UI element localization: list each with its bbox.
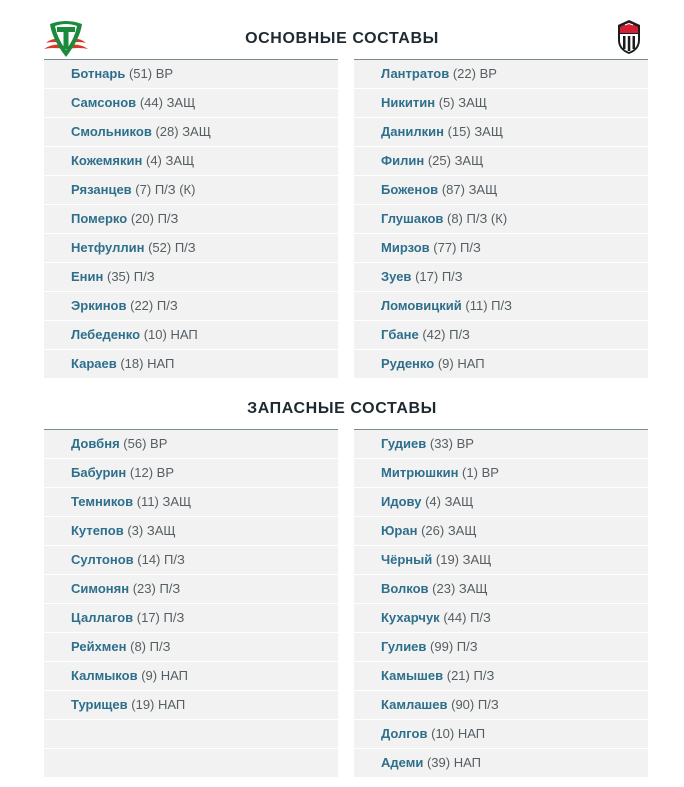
player-number: (52): [148, 240, 172, 255]
player-position: П/З: [449, 327, 470, 342]
player-row: [354, 488, 648, 517]
player-number: (17): [136, 610, 160, 625]
player-number: (90): [451, 697, 475, 712]
player-name-link[interactable]: Лебеденко: [71, 327, 141, 342]
player-name-link[interactable]: Волков: [381, 581, 429, 596]
player-row: [354, 60, 648, 89]
player-number: (19): [131, 697, 155, 712]
player-row: [44, 691, 338, 720]
player-number: (9): [437, 356, 454, 371]
player-position: П/З: [149, 639, 171, 654]
player-name-link[interactable]: Енин: [71, 269, 104, 284]
player-row: [354, 147, 648, 176]
player-position: НАП: [453, 755, 481, 770]
player-number: (87): [441, 182, 465, 197]
player-name-link[interactable]: Идову: [381, 494, 422, 509]
player-number: (51): [128, 66, 153, 81]
player-position: НАП: [457, 356, 485, 371]
player-position: П/З: [460, 240, 481, 255]
player-row: [354, 118, 648, 147]
player-row: [44, 546, 338, 575]
player-row: [354, 749, 648, 778]
player-name-link[interactable]: Ломовицкий: [381, 298, 462, 313]
player-row: [44, 292, 338, 321]
player-row: [44, 604, 338, 633]
player-number: (18): [120, 356, 144, 371]
player-number: (33): [429, 436, 453, 451]
player-name-link[interactable]: Камышев: [381, 668, 444, 683]
player-row: [44, 488, 338, 517]
player-name-link[interactable]: Нетфуллин: [71, 240, 145, 255]
player-name-link[interactable]: Рейхмен: [71, 639, 127, 654]
player-position: П/З: [470, 610, 491, 625]
player-row: [354, 720, 648, 749]
player-row: [44, 321, 338, 350]
player-name-link[interactable]: Чёрный: [381, 552, 433, 567]
player-name-link[interactable]: Померко: [71, 211, 128, 226]
away-starting-list: [354, 59, 648, 379]
player-position: П/З: [133, 269, 155, 284]
player-name-link[interactable]: Караев: [71, 356, 117, 371]
player-number: (15): [447, 124, 471, 139]
player-position: ЗАЩ: [444, 494, 474, 509]
player-position: НАП: [158, 697, 186, 712]
player-position: П/З: [477, 697, 499, 712]
player-number: (22): [452, 66, 476, 81]
away-substitutes-list: [354, 429, 648, 778]
substitutes-title: ЗАПАСНЫЕ СОСТАВЫ: [247, 400, 437, 417]
player-number: (23): [432, 581, 456, 596]
player-row: [354, 633, 648, 662]
player-number: (42): [422, 327, 446, 342]
player-number: (19): [435, 552, 460, 567]
player-position: ВР: [155, 66, 174, 81]
player-position: ЗАЩ: [468, 182, 498, 197]
player-position: П/З: [157, 211, 179, 226]
player-row: [44, 205, 338, 234]
player-name-link[interactable]: Довбня: [71, 436, 120, 451]
player-row: [44, 263, 338, 292]
player-position: П/З (К): [154, 182, 196, 197]
player-position: ЗАЩ: [162, 494, 192, 509]
player-name-link[interactable]: Адеми: [381, 755, 424, 770]
home-starting-list: [44, 59, 338, 379]
player-position: ВР: [456, 436, 474, 451]
player-row: [354, 89, 648, 118]
player-name-link[interactable]: Рязанцев: [71, 182, 132, 197]
player-row: [44, 147, 338, 176]
player-position: ЗАЩ: [166, 95, 196, 110]
player-name-link[interactable]: Смольников: [71, 124, 152, 139]
player-position: П/З (К): [466, 211, 508, 226]
player-position: ЗАЩ: [474, 124, 504, 139]
player-name-link[interactable]: Мирзов: [381, 240, 430, 255]
player-name-link[interactable]: Глушаков: [381, 211, 444, 226]
player-number: (23): [132, 581, 156, 596]
player-row: [44, 89, 338, 118]
player-number: (8): [130, 639, 147, 654]
player-number: (1): [462, 465, 478, 480]
player-position: П/З: [473, 668, 495, 683]
player-row: [44, 662, 338, 691]
player-row: [44, 176, 338, 205]
player-row: [354, 604, 648, 633]
player-number: (22): [130, 298, 154, 313]
player-name-link[interactable]: Зуев: [381, 269, 412, 284]
player-position: П/З: [164, 552, 185, 567]
player-number: (77): [433, 240, 457, 255]
empty-row: [44, 749, 338, 778]
player-name-link[interactable]: Темников: [71, 494, 134, 509]
player-name-link[interactable]: Бабурин: [71, 465, 127, 480]
player-position: НАП: [160, 668, 188, 683]
player-number: (10): [431, 726, 455, 741]
player-row: [354, 234, 648, 263]
player-name-link[interactable]: Гбане: [381, 327, 419, 342]
starting-lineups-title: ОСНОВНЫЕ СОСТАВЫ: [245, 30, 439, 47]
player-row: [354, 321, 648, 350]
player-position: П/З: [163, 610, 185, 625]
player-position: ЗАЩ: [447, 523, 477, 538]
player-position: П/З: [156, 298, 178, 313]
player-row: [354, 263, 648, 292]
player-number: (44): [443, 610, 467, 625]
home-substitutes-list: [44, 429, 338, 778]
player-name-link[interactable]: Камлашев: [381, 697, 448, 712]
player-row: [44, 118, 338, 147]
player-position: НАП: [457, 726, 486, 741]
player-position: ЗАЩ: [454, 153, 484, 168]
player-position: ЗАЩ: [458, 581, 488, 596]
player-name-link[interactable]: Юран: [381, 523, 418, 538]
player-row: [354, 176, 648, 205]
player-row: [354, 459, 648, 488]
player-row: [354, 205, 648, 234]
player-name-link[interactable]: Эркинов: [71, 298, 127, 313]
player-name-link[interactable]: Никитин: [381, 95, 436, 110]
player-row: [354, 546, 648, 575]
player-number: (7): [135, 182, 152, 197]
player-name-link[interactable]: Турищев: [71, 697, 128, 712]
player-name-link[interactable]: Симонян: [71, 581, 130, 596]
player-position: ЗАЩ: [458, 95, 487, 110]
player-name-link[interactable]: Филин: [381, 153, 425, 168]
player-number: (4): [425, 494, 441, 509]
player-row: [354, 350, 648, 379]
player-number: (9): [141, 668, 158, 683]
player-row: [354, 430, 648, 459]
player-number: (5): [438, 95, 455, 110]
player-position: П/З: [159, 581, 181, 596]
player-row: [44, 234, 338, 263]
player-position: ВР: [481, 465, 499, 480]
player-name-link[interactable]: Самсонов: [71, 95, 137, 110]
player-name-link[interactable]: Гудиев: [381, 436, 427, 451]
player-number: (26): [421, 523, 445, 538]
player-number: (35): [107, 269, 131, 284]
player-number: (25): [427, 153, 451, 168]
player-position: П/З: [491, 298, 512, 313]
player-number: (20): [130, 211, 154, 226]
player-row: [354, 575, 648, 604]
player-row: [44, 430, 338, 459]
player-number: (3): [127, 523, 144, 538]
player-number: (56): [123, 436, 147, 451]
player-number: (12): [129, 465, 154, 480]
empty-row: [44, 720, 338, 749]
player-number: (17): [415, 269, 439, 284]
player-name-link[interactable]: Кутепов: [71, 523, 124, 538]
player-row: [354, 662, 648, 691]
player-name-link[interactable]: Митрюшкин: [381, 465, 459, 480]
player-position: НАП: [170, 327, 198, 342]
player-name-link[interactable]: Боженов: [381, 182, 439, 197]
player-position: ВР: [479, 66, 497, 81]
player-name-link[interactable]: Цаллагов: [71, 610, 134, 625]
player-name-link[interactable]: Калмыков: [71, 668, 138, 683]
player-row: [44, 575, 338, 604]
player-row: [44, 60, 338, 89]
player-position: НАП: [147, 356, 175, 371]
player-position: ЗАЩ: [165, 153, 195, 168]
player-number: (11): [465, 298, 488, 313]
player-name-link[interactable]: Данилкин: [381, 124, 444, 139]
player-row: [44, 517, 338, 546]
player-name-link[interactable]: Руденко: [381, 356, 435, 371]
player-name-link[interactable]: Кухарчук: [381, 610, 440, 625]
player-row: [354, 691, 648, 720]
player-number: (28): [155, 124, 179, 139]
player-row: [44, 350, 338, 379]
player-position: ЗАЩ: [462, 552, 492, 567]
player-name-link[interactable]: Ботнарь: [71, 66, 126, 81]
player-name-link[interactable]: Кожемякин: [71, 153, 143, 168]
player-name-link[interactable]: Долгов: [381, 726, 428, 741]
player-number: (4): [146, 153, 162, 168]
player-name-link[interactable]: Султонов: [71, 552, 134, 567]
player-name-link[interactable]: Гулиев: [381, 639, 427, 654]
player-number: (44): [139, 95, 163, 110]
player-position: П/З: [441, 269, 463, 284]
player-row: [44, 459, 338, 488]
player-row: [354, 292, 648, 321]
player-position: ЗАЩ: [146, 523, 176, 538]
player-position: ЗАЩ: [182, 124, 211, 139]
player-position: ВР: [150, 436, 168, 451]
player-position: П/З: [456, 639, 478, 654]
player-number: (39): [426, 755, 451, 770]
player-number: (8): [447, 211, 463, 226]
player-number: (10): [143, 327, 167, 342]
player-position: ВР: [156, 465, 174, 480]
player-number: (14): [137, 552, 161, 567]
player-number: (99): [430, 639, 454, 654]
player-row: [354, 517, 648, 546]
player-position: П/З: [174, 240, 196, 255]
player-name-link[interactable]: Лантратов: [381, 66, 450, 81]
player-row: [44, 633, 338, 662]
player-number: (11): [136, 494, 159, 509]
player-number: (21): [446, 668, 470, 683]
